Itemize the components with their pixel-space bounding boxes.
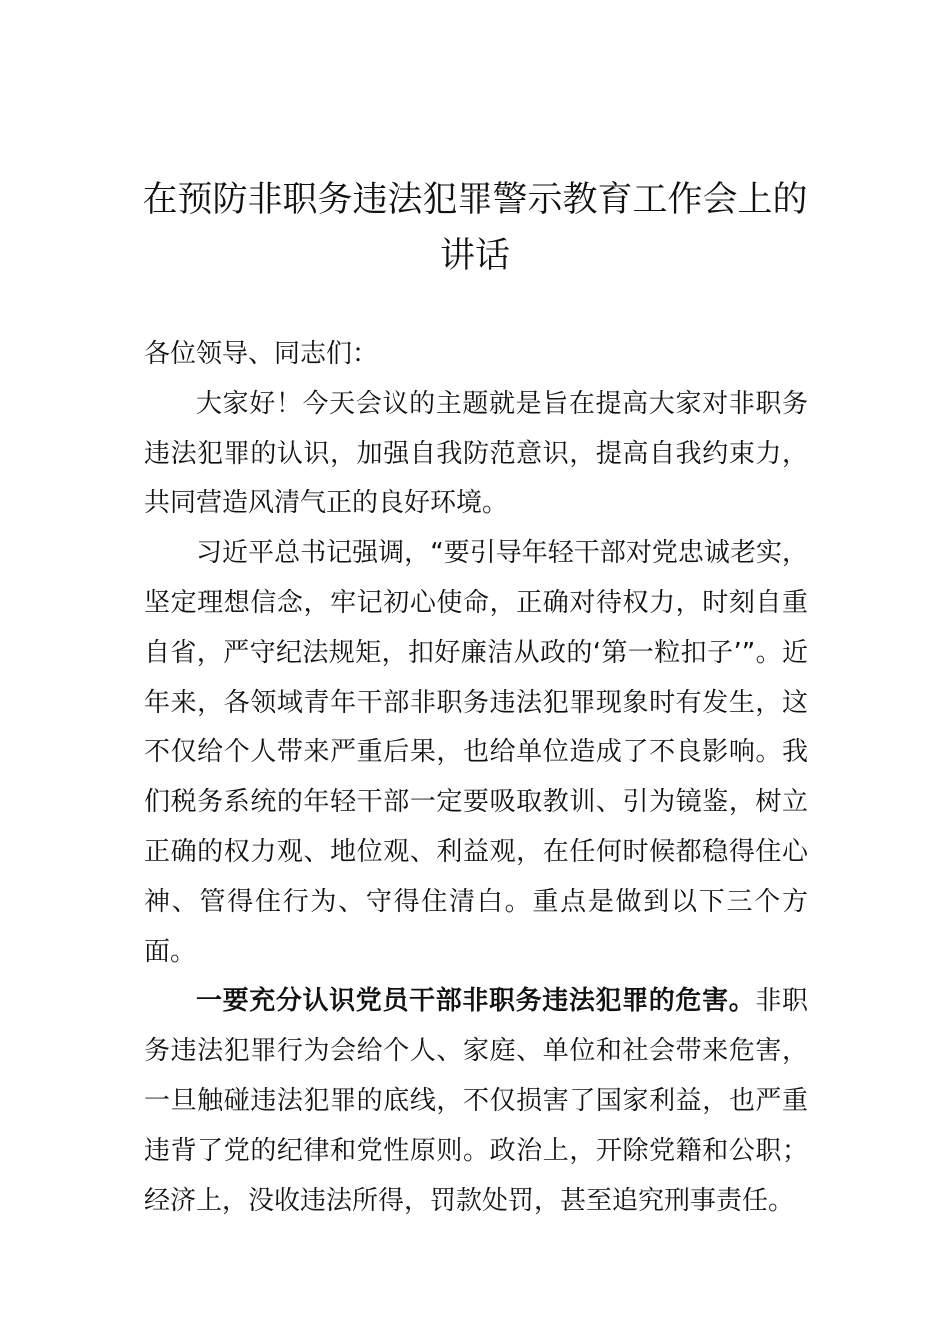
salutation: 各位领导、同志们： — [144, 339, 379, 369]
paragraph-lead-heading: 一要充分认识党员干部非职务违法犯罪的危害。 — [196, 986, 756, 1017]
paragraph-greeting — [144, 380, 808, 529]
paragraph-text: 习近平总书记强调，“要引导年轻干部对党忠诚老实，坚定理想信念，牢记初心使命，正确对待权力，时刻自重自省，严守纪法规矩，扣好廉洁从政的‘第一粒扣子’”。近年来，各领域青年干部非职务违法犯罪现象时有发生，这不仅给个人带来严重后果，也给单位造成了不良影响。我们税务系统的年轻干部一定要吸取教训、引为镜鉴，树立正确的权力观、地位观、利益观，在任何时候都稳得住心神、管得住行为、守得住清白。重点是做到以下三个方面。 — [144, 538, 808, 967]
paragraph-text: 大家好！今天会议的主题就是旨在提高大家对非职务违法犯罪的认识，加强自我防范意识，提高自我约束力，共同营造风清气正的良好环境。 — [144, 388, 808, 519]
document-title: 在预防非职务违法犯罪警示教育工作会上的讲话 — [142, 180, 808, 276]
paragraph-point-one — [144, 977, 808, 1226]
paragraph-quote — [144, 529, 808, 977]
document-body — [144, 330, 808, 1226]
paragraph-text: 非职务违法犯罪行为会给个人、家庭、单位和社会带来危害，一旦触碰违法犯罪的底线，不仅损害了国家利益，也严重违背了党的纪律和党性原则。政治上，开除党籍和公职；经济上，没收违法所得，罚款处罚，甚至追究刑事责任。 — [144, 986, 808, 1216]
